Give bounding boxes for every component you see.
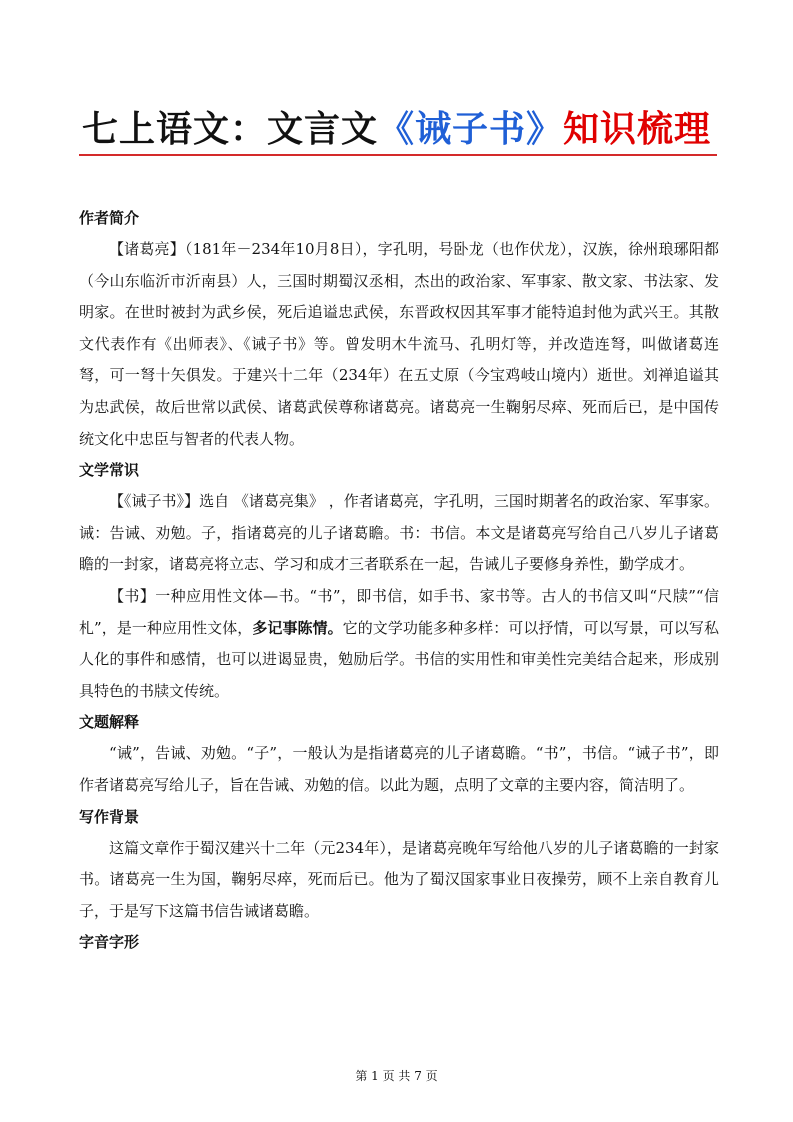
heading-author: 作者简介 [79, 209, 140, 227]
heading-background: 写作背景 [79, 807, 140, 826]
heading-pronunciation: 字音字形 [79, 933, 140, 952]
literature-p2-text-a: 【书】一种应用性文体—书。“书”，即书信，如手书、家书等。古人的书信又叫“尺牍”“信札”，是一种应用性文体， [79, 586, 719, 637]
heading-literature: 文学常识 [79, 461, 140, 480]
literature-paragraph-1: 【《诫子书》】选自 《诸葛亮集》 ，作者诸葛亮，字孔明，三国时期著名的政治家、军事家。诫：告诫、劝勉。子，指诸葛亮的儿子诸葛瞻。书：书信。本文是诸葛亮写给自己八岁儿子诸葛瞻的一封家，诸葛亮将立志、学习和成才三者联系在一起，告诫儿子要修身养性，勤学成才。 [79, 492, 719, 574]
title-explain-paragraph: “诫”，告诫、劝勉。“子”，一般认为是指诸葛亮的儿子诸葛瞻。“书”，书信。“诫子书”，即作者诸葛亮写给儿子，旨在告诫、劝勉的信。以此为题，点明了文章的主要内容，简洁明了。 [79, 744, 719, 794]
title-book-name: 《诫子书》 [377, 109, 563, 151]
author-paragraph: 【诸葛亮】（181年－234年10月8日），字孔明，号卧龙（也作伏龙），汉族，徐州琅琊阳都（今山东临沂市沂南县）人，三国时期蜀汉丞相，杰出的政治家、军事家、散文家、书法家、发明家。在世时被封为武乡侯，死后追谥忠武侯，东晋政权因其军事才能特追封他为武兴王。其散文代表作有《出师表》、《诫子书》等。曾发明木牛流马、孔明灯等，并改造连弩，叫做诸葛连弩，可一弩十矢俱发。于建兴十二年（234年）在五丈原（今宝鸡岐山境内）逝世。刘禅追谥其为忠武侯，故后世常以武侯、诸葛武侯尊称诸葛亮。诸葛亮一生鞠躬尽瘁、死而后已，是中国传统文化中忠臣与智者的代表人物。 [79, 240, 719, 448]
page-title [0, 106, 793, 154]
literature-paragraph-2 [79, 581, 719, 707]
title-prefix: 七上语文：文言文 [81, 109, 378, 151]
title-suffix: 知识梳理 [563, 109, 712, 151]
title-divider [79, 154, 717, 156]
literature-p2-text-b: 它的文学功能多种多样：可以抒情，可以写景，可以写私人化的事件和感情，也可以进谒显贵，勉励后学。书信的实用性和审美性完美结合起来，形成别具特色的书牍文传统。 [79, 618, 719, 700]
literature-p2-bold: 多记事陈情。 [252, 618, 343, 637]
page-footer: 第 1 页 共 7 页 [355, 1069, 438, 1083]
heading-title-explain: 文题解释 [79, 713, 140, 732]
background-paragraph: 这篇文章作于蜀汉建兴十二年（元234年），是诸葛亮晚年写给他八岁的儿子诸葛瞻的一封家书。诸葛亮一生为国，鞠躬尽瘁，死而后已。他为了蜀汉国家事业日夜操劳，顾不上亲自教育儿子，于是写下这篇书信告诫诸葛瞻。 [79, 838, 719, 920]
document-body [79, 203, 719, 958]
